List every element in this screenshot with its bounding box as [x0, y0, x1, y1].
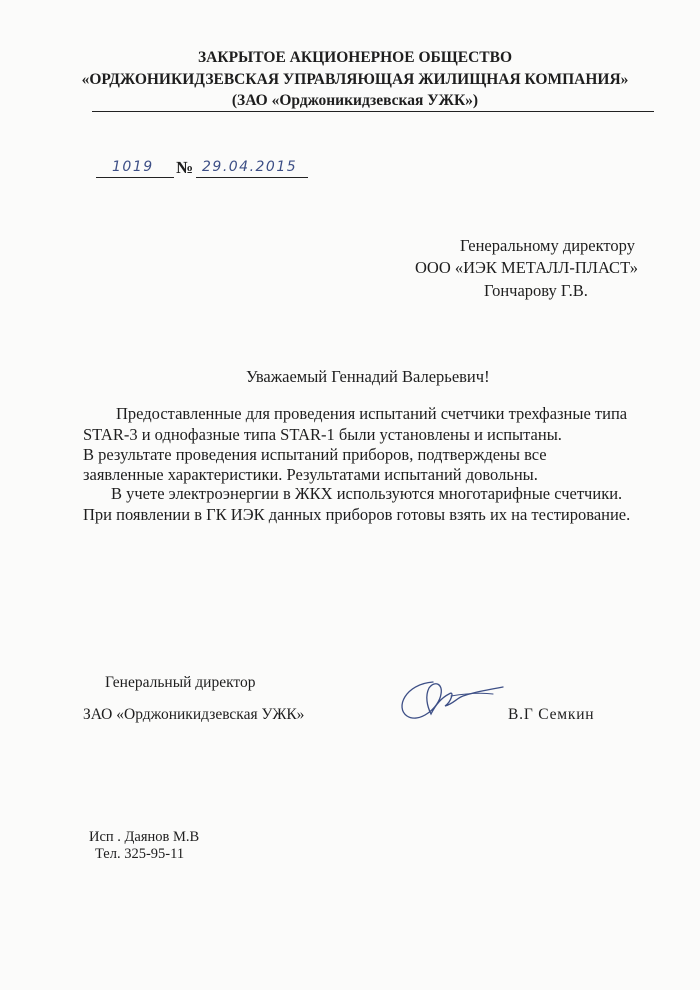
salutation: Уважаемый Геннадий Валерьевич!: [246, 367, 490, 386]
signatory-position: Генеральный директор: [105, 674, 256, 691]
signatory-name: В.Г Семкин: [508, 706, 595, 723]
body-line: STAR-3 и однофазные типа STAR-1 были установлены и испытаны.: [83, 425, 562, 444]
letterhead-company-name: «ОРДЖОНИКИДЗЕВСКАЯ УПРАВЛЯЮЩАЯ ЖИЛИЩНАЯ КОМПАНИЯ»: [81, 71, 629, 88]
letterhead-rule: [92, 111, 654, 112]
addressee-name: Гончарову Г.В.: [484, 281, 588, 300]
registration-date: 29.04.2015: [202, 159, 298, 175]
body-line: При появлении в ГК ИЭК данных приборов готовы взять их на тестирование.: [83, 505, 631, 524]
letterhead-short-name: (ЗАО «Орджоникидзевская УЖК»): [231, 92, 479, 109]
body-line: В результате проведения испытаний приборов, подтверждены все: [83, 445, 547, 464]
number-sign: №: [176, 158, 194, 177]
registration-number: 1019: [112, 159, 154, 175]
body-line: Предоставленные для проведения испытаний счетчики трехфазные типа: [116, 404, 628, 423]
letterhead-title: ЗАКРЫТОЕ АКЦИОНЕРНОЕ ОБЩЕСТВО: [197, 49, 513, 66]
signatory-company: ЗАО «Орджоникидзевская УЖК»: [83, 706, 305, 723]
executor-phone: Тел. 325-95-11: [95, 846, 185, 862]
registration-date-underline: [196, 177, 308, 178]
addressee-company: ООО «ИЭК МЕТАЛЛ-ПЛАСТ»: [415, 258, 638, 277]
registration-number-underline: [96, 177, 174, 178]
executor-name: Исп . Даянов М.В: [89, 829, 200, 845]
body-line: В учете электроэнергии в ЖКХ используются многотарифные счетчики.: [111, 484, 623, 503]
body-line: заявленные характеристики. Результатами испытаний довольны.: [83, 465, 538, 484]
addressee-position: Генеральному директору: [460, 236, 635, 255]
handwritten-signature: [393, 672, 508, 727]
